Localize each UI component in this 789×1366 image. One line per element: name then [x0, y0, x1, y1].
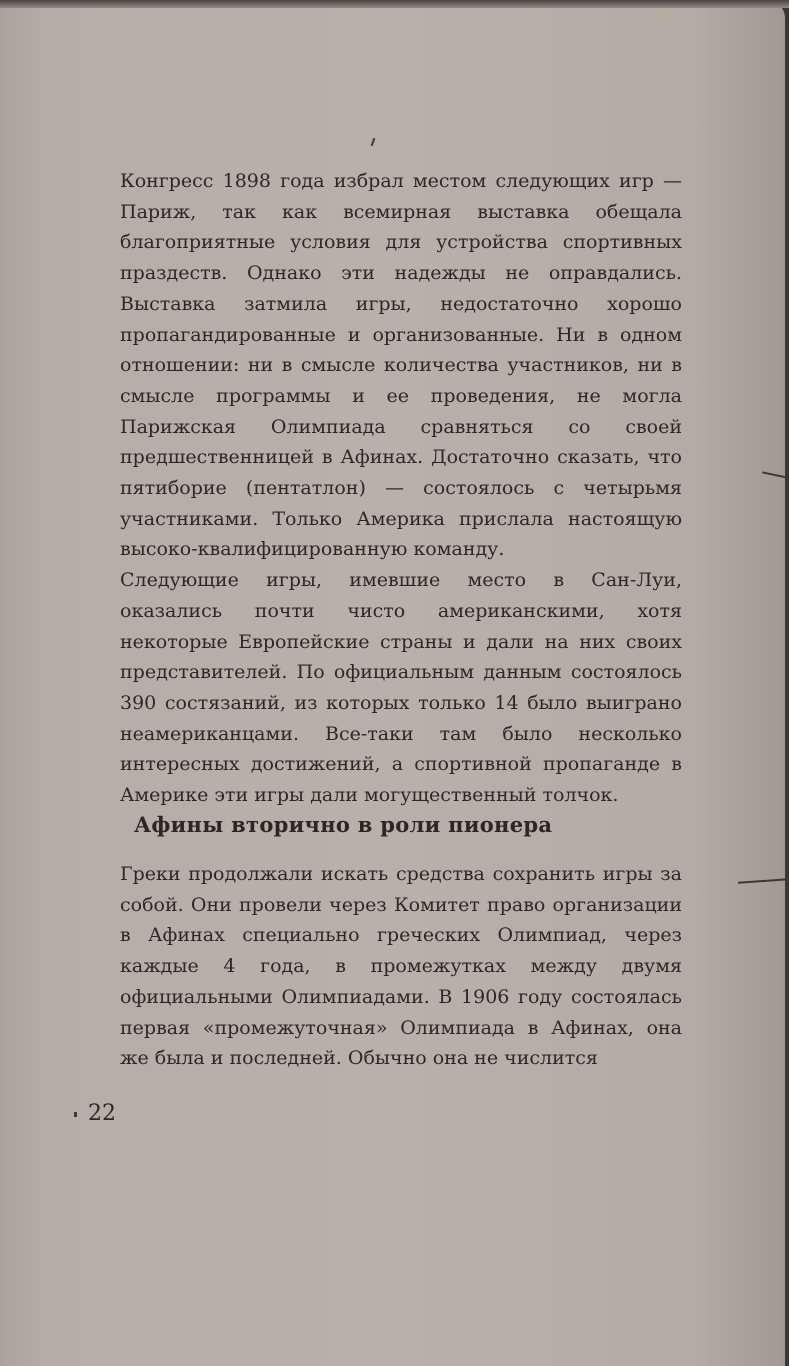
paragraph-greek-olympiads: Греки продолжали искать средства сохранить игры за собой. Они провели через Комитет право организации в Афинах специально греческих Олимпиад, через каждые 4 года, в промежутках между двумя официальными Олимпиадами. В 1906 году состоялась первая «промежуточная» Олимпиада в Афинах, она же была и последней. Обычно она не числится [120, 863, 682, 1070]
section-heading: Афины вторично в роли пионера [134, 812, 553, 837]
text-block-upper [120, 166, 682, 811]
text-block-lower [120, 859, 682, 1074]
page-top-edge [0, 0, 789, 8]
paragraph-congress-1898: Конгресс 1898 года избрал местом следующих игр — Париж, так как всемирная выставка обещала благоприятные условия для устройства спортивных праздеств. Однако эти надежды не оправдались. Выставка затмила игры, недостаточно хорошо пропагандированные и организованные. Ни в одном отношении: ни в смысле количества участников, ни в смысле программы и ее проведения, не могла Парижская Олимпиада сравняться со своей предшественницей в Афинах. Достаточно сказать, что пятиборие (пентатлон) — состоялось с четырьмя участниками. Только Америка прислала настоящую высоко-квалифицированную команду. [120, 170, 682, 561]
page-number: 22 [88, 1101, 116, 1126]
ink-mark-page-number [74, 1112, 77, 1117]
paragraph-saint-louis-games: Следующие игры, имевшие место в Сан-Луи, оказались почти чисто американскими, хотя некоторые Европейские страны и дали на них своих представителей. По официальным данным состоялось 390 состязаний, из которых только 14 было выиграно неамериканцами. Все-таки там было несколько интересных достижений, а спортивной пропаганде в Америке эти игры дали могущественный толчок. [120, 569, 682, 807]
